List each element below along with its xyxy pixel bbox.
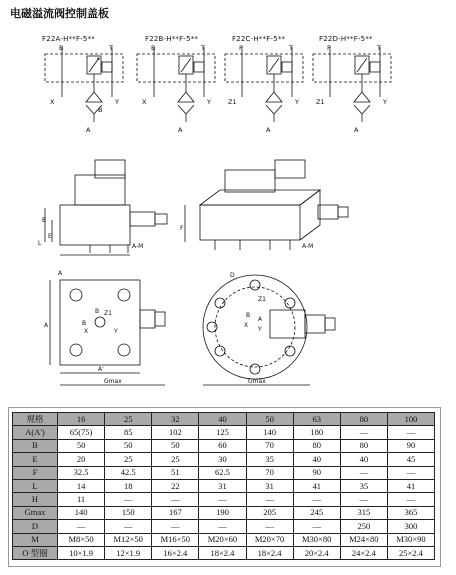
table-cell: 51: [152, 466, 199, 479]
schematic-label-d: F22D-H**F-5**: [319, 35, 373, 43]
table-cell: —: [340, 426, 387, 439]
table-row: [13, 426, 435, 439]
table-cell: 25: [152, 453, 199, 466]
table-cell: —: [387, 426, 434, 439]
dim-label: B: [42, 217, 47, 224]
size-63: 63: [293, 413, 340, 426]
table-cell: 50: [105, 439, 152, 452]
port-label: T: [201, 44, 205, 52]
table-cell: 22: [152, 479, 199, 492]
table-cell: —: [246, 493, 293, 506]
table-cell: 45: [387, 453, 434, 466]
schematic-d: [313, 47, 391, 122]
dim-label: B: [95, 308, 100, 315]
dim-label: Z1: [104, 310, 112, 317]
table-cell: 10×1.9: [58, 546, 105, 559]
port-label: Y: [383, 98, 387, 106]
row-label: F: [13, 466, 58, 479]
port-label: B: [151, 44, 156, 52]
row-label: O 型圈: [13, 546, 58, 559]
row-label: D: [13, 520, 58, 533]
table-cell: 50: [152, 439, 199, 452]
size-100: 100: [387, 413, 434, 426]
table-cell: 60: [199, 439, 246, 452]
table-cell: —: [293, 520, 340, 533]
schematic-label-b: F22B-H**F-5**: [145, 35, 199, 43]
table-cell: 16×2.4: [152, 546, 199, 559]
dim-label: Gmax: [248, 378, 266, 385]
dim-label: A: [44, 322, 49, 329]
table-cell: 18×2.4: [199, 546, 246, 559]
table-cell: 12×1.9: [105, 546, 152, 559]
port-label: Z1: [228, 98, 237, 106]
table-cell: 245: [293, 506, 340, 519]
dim-label: L: [38, 240, 42, 247]
table-cell: 24×2.4: [340, 546, 387, 559]
dim-label: X: [84, 328, 89, 335]
table-cell: 41: [387, 479, 434, 492]
table-cell: —: [340, 493, 387, 506]
schematic-a: [45, 47, 123, 122]
table-cell: 40: [340, 453, 387, 466]
table-cell: 30: [199, 453, 246, 466]
port-label: X: [50, 98, 55, 106]
table-cell: 150: [105, 506, 152, 519]
page-title: 电磁溢流阀控制盖板: [10, 7, 109, 20]
row-label: B: [13, 439, 58, 452]
port-label: X: [142, 98, 147, 106]
plan-view-left: [50, 280, 165, 385]
port-label: T: [377, 44, 381, 52]
table-cell: M8×50: [58, 533, 105, 546]
table-cell: M12×50: [105, 533, 152, 546]
dim-label: Z1: [258, 296, 266, 303]
port-label: B: [59, 44, 64, 52]
size-50: 50: [246, 413, 293, 426]
table-cell: M20×70: [246, 533, 293, 546]
table-cell: —: [105, 493, 152, 506]
table-cell: 365: [387, 506, 434, 519]
schematic-c: [225, 47, 303, 122]
table-cell: 102: [152, 426, 199, 439]
port-label: A: [178, 126, 183, 132]
table-row: [13, 493, 435, 506]
table-cell: 62.5: [199, 466, 246, 479]
dim-label: E: [48, 233, 52, 240]
table-cell: 80: [340, 439, 387, 452]
table-cell: 315: [340, 506, 387, 519]
schematic-label-c: F22C-H**F-5**: [232, 35, 286, 43]
table-cell: 25×2.4: [387, 546, 434, 559]
dim-label: Y: [114, 328, 118, 335]
table-cell: 140: [58, 506, 105, 519]
table-cell: 70: [246, 439, 293, 452]
table-cell: —: [293, 493, 340, 506]
schematic-label-a: F22A-H**F-5**: [42, 35, 95, 43]
row-label: A(A'): [13, 426, 58, 439]
side-view-drawings: [0, 150, 456, 260]
dim-label: Y: [258, 326, 262, 333]
table-cell: 40: [293, 453, 340, 466]
port-label: Z1: [316, 98, 325, 106]
spec-table: [12, 412, 435, 560]
table-row: [13, 466, 435, 479]
table-row: [13, 453, 435, 466]
port-label: Y: [115, 98, 119, 106]
table-cell: M24×80: [340, 533, 387, 546]
table-cell: 180: [293, 426, 340, 439]
header-label: 规格: [13, 413, 58, 426]
row-label: L: [13, 479, 58, 492]
table-cell: 31: [199, 479, 246, 492]
table-cell: 140: [246, 426, 293, 439]
table-cell: 14: [58, 479, 105, 492]
dim-label: A: [258, 316, 263, 323]
dim-label: A: [58, 270, 63, 277]
table-row: [13, 533, 435, 546]
table-cell: 32.5: [58, 466, 105, 479]
port-label: A: [266, 126, 271, 132]
size-80: 80: [340, 413, 387, 426]
plan-view-drawings: [0, 265, 456, 400]
table-row: [13, 546, 435, 559]
table-cell: 41: [293, 479, 340, 492]
port-label: Y: [295, 98, 299, 106]
table-cell: —: [199, 493, 246, 506]
table-cell: 65(75): [58, 426, 105, 439]
dim-label: X: [244, 322, 249, 329]
dim-label: A-M: [132, 243, 144, 250]
table-cell: 90: [293, 466, 340, 479]
table-cell: 18×2.4: [246, 546, 293, 559]
table-cell: 70: [246, 466, 293, 479]
table-cell: 18: [105, 479, 152, 492]
table-body: [13, 426, 435, 560]
table-cell: 25: [105, 453, 152, 466]
table-cell: 300: [387, 520, 434, 533]
plan-view-right: [203, 275, 335, 385]
table-cell: 11: [58, 493, 105, 506]
row-label: H: [13, 493, 58, 506]
table-cell: M30×90: [387, 533, 434, 546]
table-row: [13, 520, 435, 533]
table-cell: 90: [387, 439, 434, 452]
size-25: 25: [105, 413, 152, 426]
port-label: B: [98, 106, 103, 114]
table-row: [13, 479, 435, 492]
port-label: P: [327, 44, 331, 52]
table-cell: M30×80: [293, 533, 340, 546]
port-label: A: [86, 126, 91, 132]
table-cell: 31: [246, 479, 293, 492]
table-cell: 20×2.4: [293, 546, 340, 559]
table-cell: 85: [105, 426, 152, 439]
row-label: Gmax: [13, 506, 58, 519]
table-cell: —: [387, 466, 434, 479]
table-cell: 35: [246, 453, 293, 466]
size-16: 16: [58, 413, 105, 426]
table-cell: 42.5: [105, 466, 152, 479]
table-cell: 250: [340, 520, 387, 533]
hydraulic-schematics: [0, 42, 456, 132]
table-cell: —: [152, 520, 199, 533]
table-cell: 190: [199, 506, 246, 519]
side-view-right: [185, 160, 348, 250]
dim-label: A': [98, 366, 104, 373]
dim-label: A-M: [302, 243, 314, 250]
table-cell: 80: [293, 439, 340, 452]
table-cell: —: [246, 520, 293, 533]
side-view-left: [45, 160, 167, 255]
table-cell: M16×50: [152, 533, 199, 546]
table-cell: —: [152, 493, 199, 506]
port-label: T: [109, 44, 113, 52]
table-cell: 167: [152, 506, 199, 519]
table-cell: 35: [340, 479, 387, 492]
size-40: 40: [199, 413, 246, 426]
table-cell: 50: [58, 439, 105, 452]
dim-label: B: [246, 312, 251, 319]
port-label: Y: [207, 98, 211, 106]
table-header-row: [13, 413, 435, 426]
table-cell: 125: [199, 426, 246, 439]
schematic-b: [137, 47, 215, 122]
table-cell: 205: [246, 506, 293, 519]
table-cell: —: [105, 520, 152, 533]
table-cell: M20×60: [199, 533, 246, 546]
port-label: P: [239, 44, 243, 52]
table-cell: 20: [58, 453, 105, 466]
table-row: [13, 506, 435, 519]
table-cell: —: [387, 493, 434, 506]
table-cell: —: [340, 466, 387, 479]
dim-label: F: [180, 225, 184, 232]
table-cell: —: [58, 520, 105, 533]
port-label: T: [289, 44, 293, 52]
dim-label: B: [82, 320, 87, 327]
port-label: A: [354, 126, 359, 132]
table-row: [13, 439, 435, 452]
dim-label: Gmax: [104, 378, 122, 385]
table-cell: —: [199, 520, 246, 533]
dim-label: D: [230, 272, 235, 279]
row-label: E: [13, 453, 58, 466]
row-label: M: [13, 533, 58, 546]
size-32: 32: [152, 413, 199, 426]
